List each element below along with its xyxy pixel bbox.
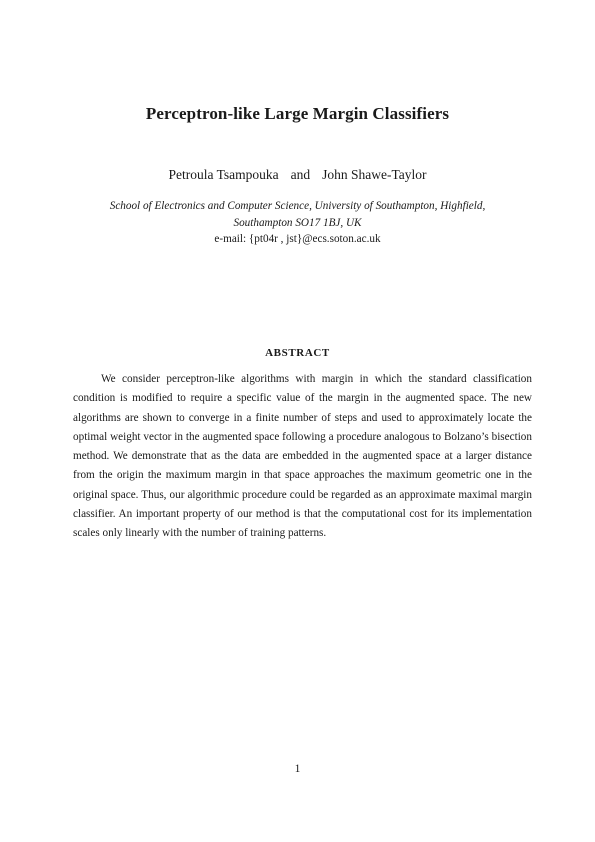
abstract-body: We consider perceptron-like algorithms with margin in which the standard classification condition is modified to require a specific value of the margin in the augmented space. The new algorithms are shown to converge in a finite number of steps and used to approximately locate the optimal weight vector in the augmented space following a procedure analogous to Bolzano’s bisection method. We demonstrate that as the data are embedded in the augmented space at a larger distance from the origin the maximum margin in that space approaches the maximum geometric one in the original space. Thus, our algorithmic procedure could be regarded as an approximate maximal margin classifier. An important property of our method is that the computational cost for its implementation scales only linearly with the number of training patterns. <box>73 373 532 540</box>
affiliation-line: School of Electronics and Computer Science, University of Southampton, Highfield, <box>109 200 486 212</box>
paper-title: Perceptron-like Large Margin Classifiers <box>145 104 450 123</box>
affiliation-line: Southampton SO17 1BJ, UK <box>233 217 362 229</box>
affiliation <box>80 198 515 232</box>
page-number: 1 <box>294 763 301 775</box>
author-name: Petroula Tsampouka <box>168 167 279 182</box>
author-line <box>0 167 595 183</box>
author-name: John Shawe-Taylor <box>322 167 427 182</box>
author-conjunction: and <box>290 167 311 182</box>
abstract-heading: ABSTRACT <box>265 347 330 359</box>
author-email: e-mail: {pt04r , jst}@ecs.soton.ac.uk <box>214 233 381 245</box>
